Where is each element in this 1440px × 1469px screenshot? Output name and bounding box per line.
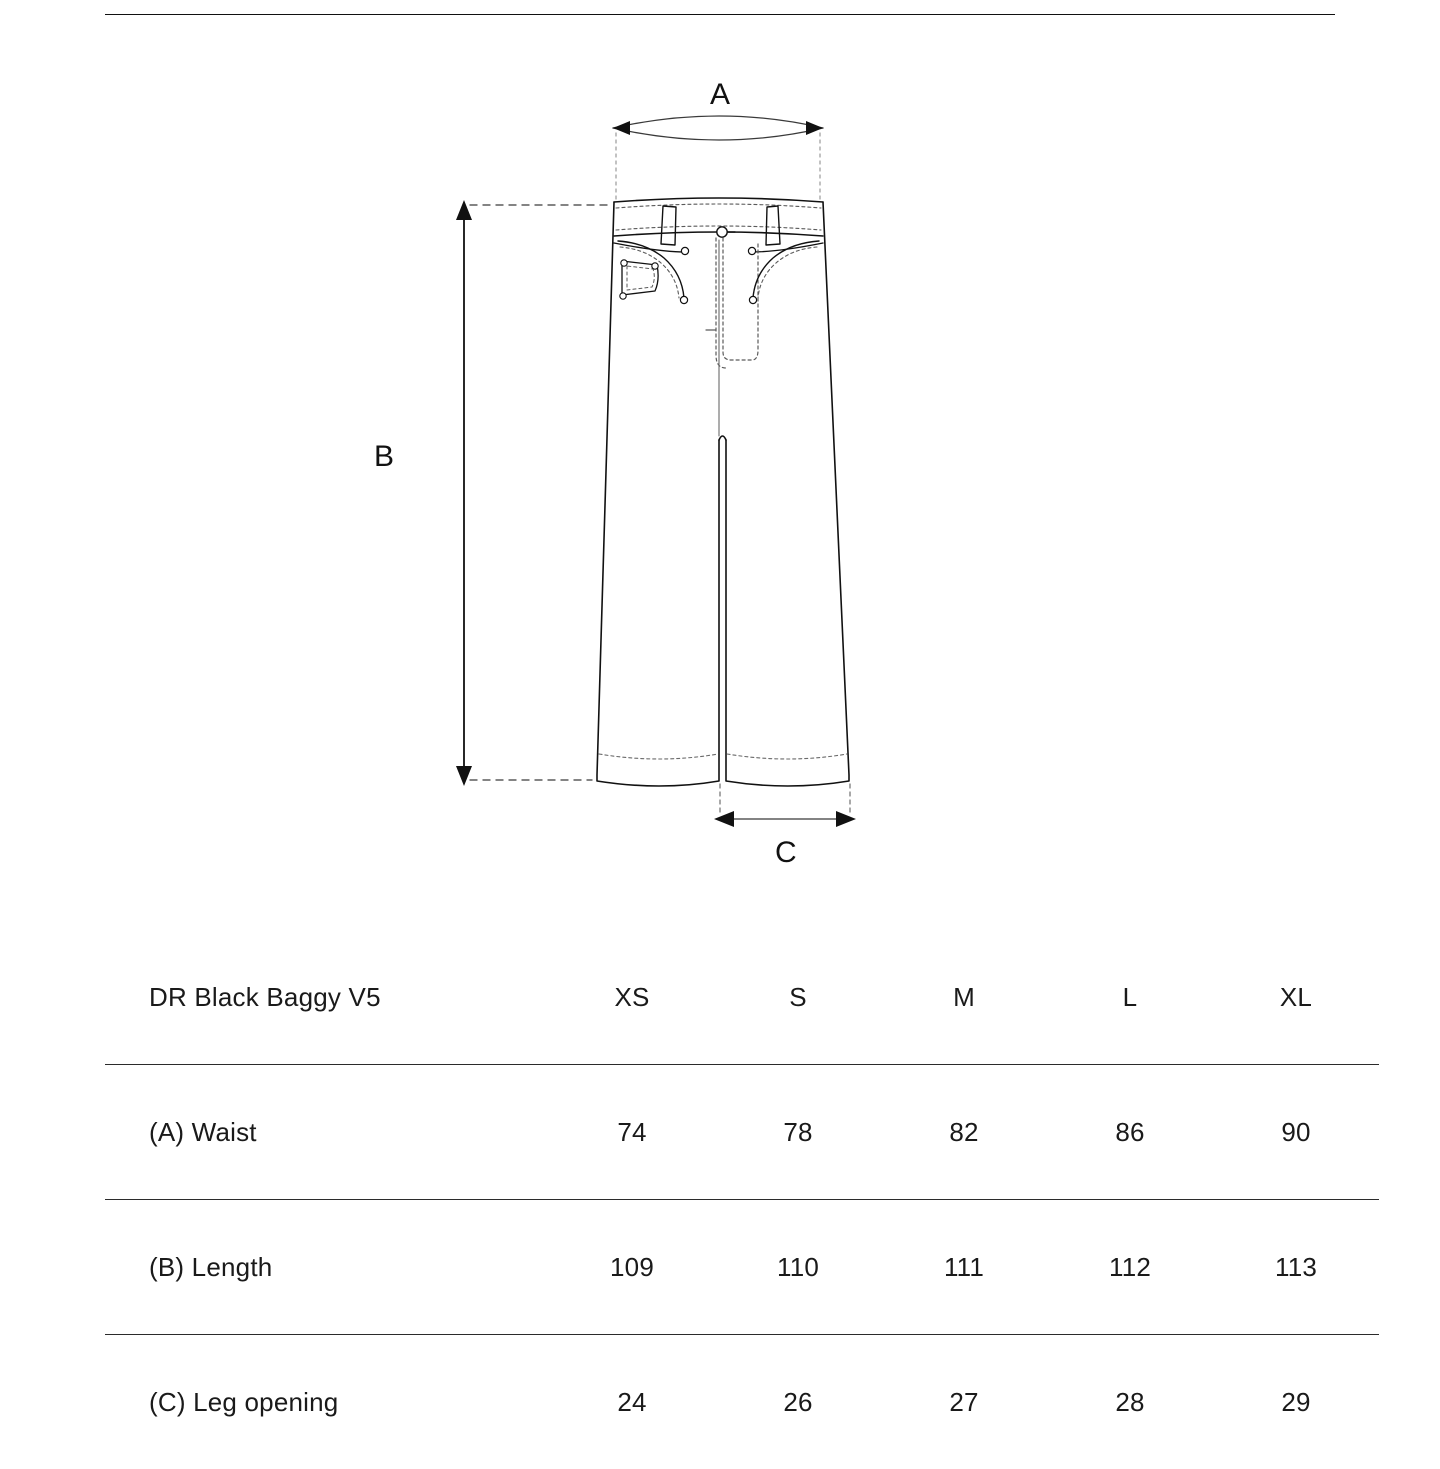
measurement-label-length: (B) Length: [105, 1200, 549, 1335]
left-hem-stitch: [599, 754, 718, 759]
cell-leg-opening-xs: 24: [549, 1335, 715, 1469]
crotch-notch: [719, 436, 726, 440]
cell-length-s: 110: [715, 1200, 881, 1335]
fly-topstitch: [706, 238, 758, 436]
product-name: DR Black Baggy V5: [105, 930, 549, 1065]
size-header-xs: XS: [549, 930, 715, 1065]
belt-loop-left: [661, 206, 676, 245]
measurement-label-waist: (A) Waist: [105, 1065, 549, 1200]
waist-button: [717, 227, 735, 237]
cell-waist-xs: 74: [549, 1065, 715, 1200]
cell-leg-opening-l: 28: [1047, 1335, 1213, 1469]
cell-waist-s: 78: [715, 1065, 881, 1200]
table-header-row: [105, 930, 1379, 1065]
table-row: [105, 1065, 1379, 1200]
right-hip-seam: [752, 243, 823, 252]
right-leg-outline: [726, 202, 849, 786]
size-header-l: L: [1047, 930, 1213, 1065]
cell-leg-opening-m: 27: [881, 1335, 1047, 1469]
table-row: [105, 1200, 1379, 1335]
dimension-label-b: B: [374, 442, 394, 472]
cell-length-m: 111: [881, 1200, 1047, 1335]
cell-length-l: 112: [1047, 1200, 1213, 1335]
coin-pocket: [620, 260, 658, 299]
cell-length-xl: 113: [1213, 1200, 1379, 1335]
cell-leg-opening-xl: 29: [1213, 1335, 1379, 1469]
table-row: [105, 1335, 1379, 1469]
cell-length-xs: 109: [549, 1200, 715, 1335]
right-front-pocket: [748, 241, 819, 304]
right-hem-stitch: [727, 754, 847, 759]
cell-leg-opening-s: 26: [715, 1335, 881, 1469]
belt-loop-right: [766, 206, 780, 245]
dimension-c-arrow: [714, 784, 856, 827]
dimension-a-arrow: [613, 116, 823, 201]
dimension-label-a: A: [710, 80, 730, 110]
cell-waist-l: 86: [1047, 1065, 1213, 1200]
size-header-xl: XL: [1213, 930, 1379, 1065]
dimension-label-c: C: [775, 838, 797, 868]
cell-waist-m: 82: [881, 1065, 1047, 1200]
cell-waist-xl: 90: [1213, 1065, 1379, 1200]
left-leg-outline: [597, 202, 719, 786]
size-header-m: M: [881, 930, 1047, 1065]
waistband-top-edge: [614, 198, 823, 202]
dimension-b-arrow: [456, 200, 612, 786]
measurement-label-leg-opening: (C) Leg opening: [105, 1335, 549, 1469]
waistband-topstitch-upper: [616, 204, 821, 208]
size-chart-table: [105, 930, 1379, 1469]
size-header-s: S: [715, 930, 881, 1065]
